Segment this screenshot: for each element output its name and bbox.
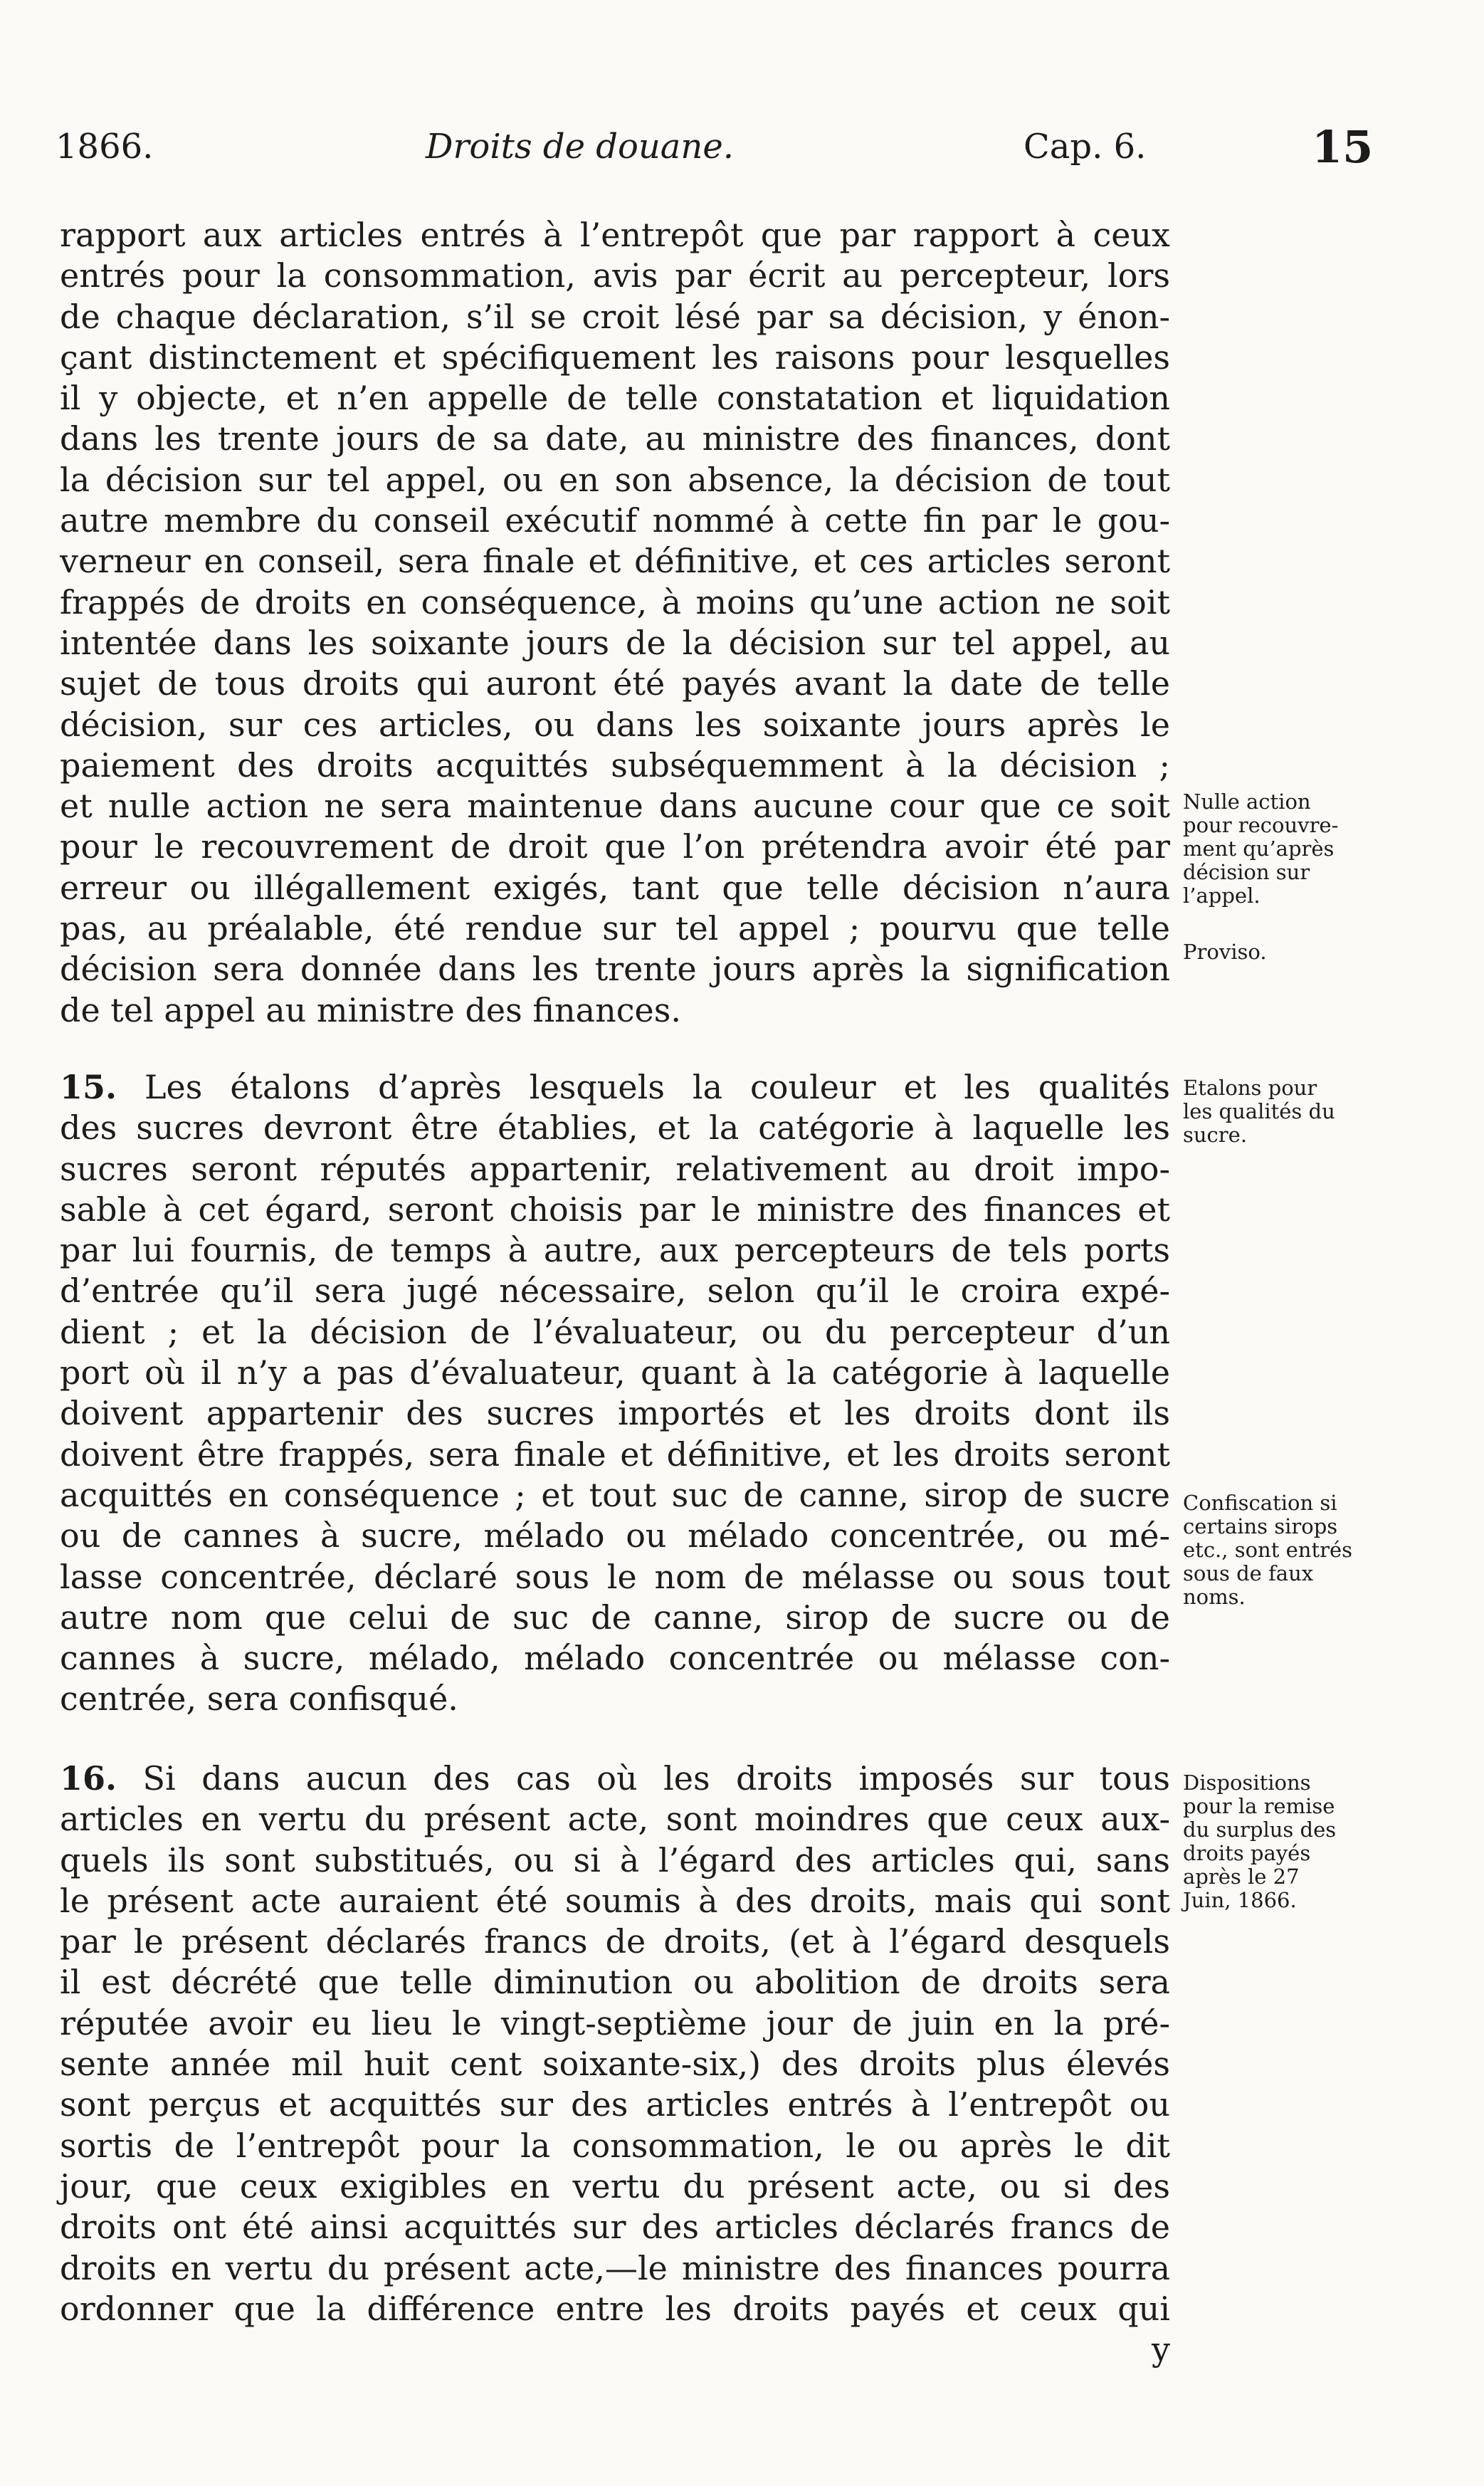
- text-line: doivent être frappés, sera finale et définitive, et les droits seront: [60, 1435, 1170, 1474]
- section-16: [60, 1758, 1170, 2370]
- text-line: centrée, sera confisqué.: [60, 1679, 458, 1719]
- text-line: rapport aux articles entrés à l’entrepôt que par rapport à ceux: [60, 216, 1170, 254]
- margin-note-proviso: [1183, 940, 1368, 964]
- text-line: çant distinctement et spécifiquement les raisons pour lesquelles: [60, 337, 1170, 377]
- margin-note-line: ment qu’après: [1183, 836, 1335, 861]
- text-line: erreur ou illégallement exigés, tant que telle décision n’aura: [60, 868, 1170, 907]
- margin-note-line: sucre.: [1183, 1123, 1248, 1147]
- text-line: verneur en conseil, sera finale et définitive, et ces articles seront: [60, 542, 1170, 581]
- text-line: sortis de l’entrepôt pour la consommation, le ou après le dit: [60, 2126, 1170, 2165]
- text-line: décision sera donnée dans les trente jours après la signification: [60, 950, 1170, 989]
- margin-note-dispositions: [1183, 1771, 1368, 1912]
- margin-note-line: Dispositions: [1183, 1771, 1311, 1795]
- paragraph-continuation: [60, 215, 1170, 1031]
- section-number: 16.: [60, 1759, 117, 1798]
- text-line: sont perçus et acquittés sur des articles entrés à l’entrepôt ou: [60, 2085, 1170, 2124]
- text-line: port où il n’y a pas d’évaluateur, quant à la catégorie à laquelle: [60, 1353, 1170, 1393]
- header-year: 1866.: [56, 127, 154, 167]
- text-line: acquittés en conséquence ; et tout suc de canne, sirop de sucre: [60, 1475, 1170, 1514]
- margin-note-line: pour la remise: [1183, 1794, 1335, 1818]
- text-line: [60, 1758, 1170, 1799]
- section-15: [60, 1067, 1170, 1720]
- text-line: et nulle action ne sera maintenue dans aucune cour que ce soit: [60, 787, 1170, 826]
- text-line: droits ont été ainsi acquittés sur des articles déclarés francs de: [60, 2208, 1170, 2247]
- text-line: par lui fournis, de temps à autre, aux percepteurs de tels ports: [60, 1231, 1170, 1270]
- margin-note-line: les qualités du: [1183, 1099, 1335, 1123]
- text-line: paiement des droits acquittés subséquemment à la décision ;: [60, 745, 1170, 785]
- margin-note-line: certains sirops: [1183, 1514, 1338, 1538]
- text-line: intentée dans les soixante jours de la décision sur tel appel, au: [60, 623, 1170, 662]
- text-line: la décision sur tel appel, ou en son absence, la décision de tout: [60, 460, 1170, 499]
- margin-note-line: noms.: [1183, 1585, 1246, 1609]
- text-line: quels ils sont substitués, ou si à l’égard des articles qui, sans: [60, 1840, 1170, 1879]
- text-line: de tel appel au ministre des finances.: [60, 990, 681, 1029]
- margin-note-line: Confiscation si: [1183, 1491, 1337, 1515]
- margin-note-line: etc., sont entrés: [1183, 1538, 1353, 1562]
- page-number: 15: [1312, 121, 1374, 173]
- text-line: dient ; et la décision de l’évaluateur, ou du percepteur d’un: [60, 1312, 1170, 1351]
- margin-note-line: Nulle action: [1183, 790, 1311, 814]
- text-line: sucres seront réputés appartenir, relativement au droit impo-: [60, 1149, 1170, 1188]
- text-line: autre nom que celui de suc de canne, sirop de sucre ou de: [60, 1598, 1170, 1637]
- header-title: Droits de douane.: [426, 127, 734, 167]
- text-line: décision, sur ces articles, ou dans les soixante jours après le: [60, 705, 1170, 744]
- margin-note-line: Juin, 1866.: [1183, 1888, 1297, 1912]
- margin-note-line: du surplus des: [1183, 1818, 1337, 1842]
- text-line: il est décrété que telle diminution ou abolition de droits sera: [60, 1963, 1170, 2002]
- text-line: [60, 1067, 1170, 1108]
- text-line: cannes à sucre, mélado, mélado concentrée ou mélasse con-: [60, 1639, 1170, 1678]
- text-line: pas, au préalable, été rendue sur tel appel ; pourvu que telle: [60, 909, 1170, 948]
- text-line: pour le recouvrement de droit que l’on prétendra avoir été par: [60, 827, 1170, 866]
- text-line: frappés de droits en conséquence, à moins qu’une action ne soit: [60, 582, 1170, 622]
- text-line: sable à cet égard, seront choisis par le ministre des finances et: [60, 1190, 1170, 1229]
- text-line: de chaque déclaration, s’il se croit lésé par sa décision, y énon-: [60, 297, 1170, 336]
- text-line: doivent appartenir des sucres importés et les droits dont ils: [60, 1394, 1170, 1433]
- text-line: par le présent déclarés francs de droits, (et à l’égard desquels: [60, 1922, 1170, 1961]
- text-line: des sucres devront être établies, et la catégorie à laquelle les: [60, 1108, 1170, 1148]
- text-line: sente année mil huit cent soixante-six,) des droits plus élevés: [60, 2045, 1170, 2084]
- margin-note-line: Proviso.: [1183, 940, 1267, 964]
- text-line: dans les trente jours de sa date, au ministre des finances, dont: [60, 419, 1170, 458]
- section-number: 15.: [60, 1068, 117, 1106]
- running-header: [56, 121, 1394, 184]
- text-line: il y objecte, et n’en appelle de telle constatation et liquidation: [60, 379, 1170, 418]
- margin-note-line: droits payés: [1183, 1841, 1311, 1865]
- text-line-content: Si dans aucun des cas où les droits imposés sur tous: [142, 1759, 1170, 1798]
- text-line: lasse concentrée, déclaré sous le nom de mélasse ou sous tout: [60, 1557, 1170, 1596]
- text-line: articles en vertu du présent acte, sont moindres que ceux aux-: [60, 1800, 1170, 1839]
- text-line: réputée avoir eu lieu le vingt-septième jour de juin en la pré-: [60, 2003, 1170, 2042]
- margin-note-line: après le 27: [1183, 1864, 1300, 1889]
- text-line: ordonner que la différence entre les droits payés et ceux qui: [60, 2289, 1170, 2328]
- text-line: entrés pour la consommation, avis par écrit au percepteur, lors: [60, 256, 1170, 295]
- header-chapter: Cap. 6.: [1023, 127, 1147, 167]
- margin-note-nulle-action: [1183, 790, 1368, 908]
- margin-note-line: Etalons pour: [1183, 1076, 1317, 1100]
- text-line: droits en vertu du présent acte,—le ministre des finances pourra: [60, 2248, 1170, 2287]
- text-line: ou de cannes à sucre, mélado ou mélado concentrée, ou mé-: [60, 1516, 1170, 1556]
- text-line: sujet de tous droits qui auront été payés avant la date de telle: [60, 664, 1170, 703]
- margin-note-line: l’appel.: [1183, 883, 1261, 908]
- margin-note-line: sous de faux: [1183, 1561, 1314, 1585]
- margin-note-etalons: [1183, 1076, 1368, 1147]
- margin-note-line: décision sur: [1183, 860, 1310, 884]
- text-line: le présent acte auraient été soumis à des droits, mais qui sont: [60, 1881, 1170, 1920]
- catchword: y: [1152, 2330, 1170, 2369]
- text-line: autre membre du conseil exécutif nommé à cette fin par le gou-: [60, 501, 1170, 540]
- text-line: d’entrée qu’il sera jugé nécessaire, selon qu’il le croira expé-: [60, 1271, 1170, 1311]
- text-line: jour, que ceux exigibles en vertu du présent acte, ou si des: [60, 2166, 1170, 2206]
- margin-note-line: pour recouvre-: [1183, 813, 1339, 837]
- text-line-content: Les étalons d’après lesquels la couleur et les qualités: [144, 1068, 1170, 1106]
- margin-note-confiscation: [1183, 1491, 1368, 1609]
